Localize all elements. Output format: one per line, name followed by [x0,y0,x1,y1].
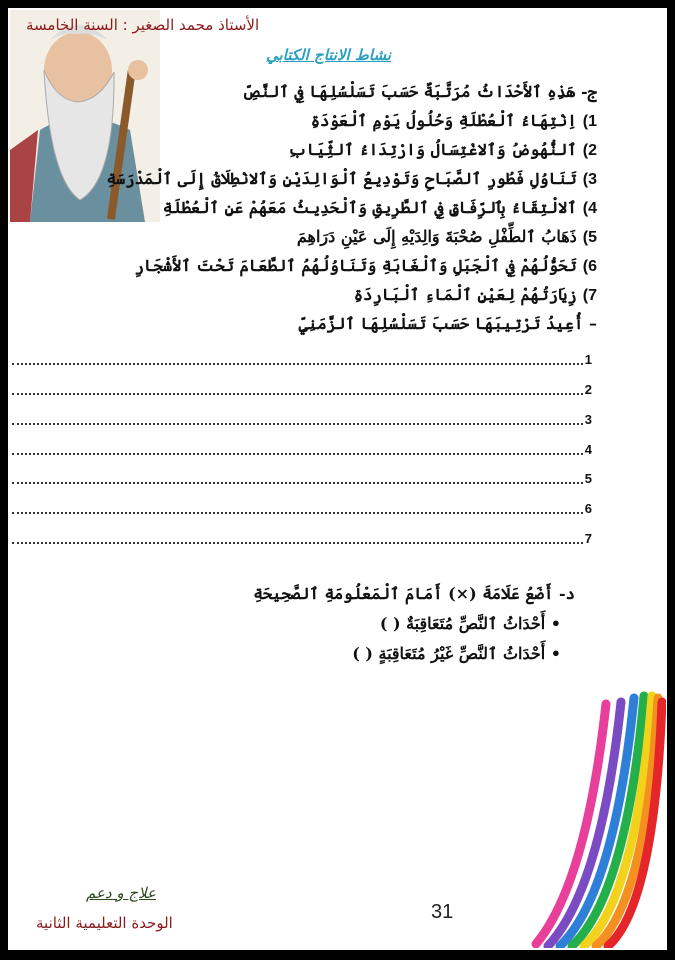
answer-line-2[interactable] [12,380,592,398]
item-text: اِنْتِهَاءُ ٱلْعُطْلَةِ وَحُلُولُ يَوْمِ ٱلْعَوْدَةِ [310,111,577,130]
answer-number: 1 [584,351,592,367]
event-item-3 [107,169,597,189]
item-number: 7) [582,287,597,304]
item-text: ذَهَابُ ٱلطِّفْلِ صُحْبَةَ وَالِدَيْهِ إِلَى عَيْنِ دَرَاهِمَ [296,227,577,246]
event-item-7 [354,285,597,305]
item-text: زِيَارَتُهُمْ لِعَيْنِ ٱلْمَاءِ ٱلْبَارِدَةِ [353,285,577,304]
answer-line-7[interactable] [12,529,592,547]
answer-number: 6 [584,500,592,516]
event-item-6 [135,256,597,276]
event-item-1 [311,111,597,131]
item-text: تَنَاوُلِ فَطُورِ ٱلصَّبَاحِ وَتَوْدِيعُ ٱلْوَالِدَيْنِ وَٱلانْطِلَاقُ إِلَى ٱلْمَدْرَسَةِ [106,169,577,188]
answer-number: 4 [584,441,592,457]
option-sequential[interactable]: • أَحْدَاثُ ٱلنَّصِّ مُتَعَاقِبَةٌ ( ) [379,614,561,633]
answer-line-6[interactable] [12,499,592,517]
section-c-heading: ج- هَذِهِ ٱلأَحْدَاثُ مُرَتَّبَةٌ حَسَبَ تَسَلْسُلِهَا فِي ٱلنَّصِّ [241,82,597,101]
section-d-heading: د- أَضَعُ عَلَامَةَ (×) أَمَامَ ٱلْمَعْلُومَةِ ٱلصَّحِيحَةِ [253,584,575,603]
item-number: 5) [582,229,597,246]
answer-line-1[interactable] [12,350,592,368]
item-text: تَحَوُّلُهُمْ فِي ٱلْجَبَلِ وَٱلْغَابَةِ وَتَنَاوُلُهُمُ ٱلطَّعَامَ تَحْتَ ٱلأَشْجَارِ [134,256,577,275]
footer-unit: الوحدة التعليمية الثانية [36,914,173,932]
answer-number: 7 [584,530,592,546]
item-text: ٱلالْتِقَاءُ بِٱلرِّفَاقِ فِي ٱلطَّرِيقِ وَٱلْحَدِيثُ مَعَهُمْ عَنِ ٱلْعُطْلَةِ [162,198,577,217]
event-item-2 [288,140,597,160]
event-item-5 [297,227,597,247]
answer-line-4[interactable] [12,440,592,458]
answer-number: 2 [584,381,592,397]
item-number: 3) [582,171,597,188]
teacher-header: الأستاذ محمد الصغير : السنة الخامسة [26,16,260,34]
answer-number: 3 [584,411,592,427]
item-number: 2) [582,142,597,159]
footer-label: علاج و دعم [86,884,156,902]
reorder-instruction: – أُعِيدُ تَرْتِيبَهَا حَسَبَ تَسَلْسُلِهَا ٱلزَّمَنِيِّ [298,314,597,333]
item-text: ٱلنُّهُوضُ وَٱلاغْتِسَالُ وَارْتِدَاءُ ٱلثِّيَابِ [288,140,577,159]
page-number: 31 [431,901,454,923]
event-item-4 [163,198,597,218]
answer-number: 5 [584,470,592,486]
item-number: 6) [582,258,597,275]
activity-title: نشاط الانتاج الكتابي [266,46,391,64]
answer-line-5[interactable] [12,469,592,487]
old-man-illustration [10,10,160,222]
option-not-sequential[interactable]: • أَحْدَاثُ ٱلنَّصِّ غَيْرُ مُتَعَاقِبَةٍ ( ) [352,644,561,663]
rainbow-decoration [526,684,666,948]
item-number: 1) [582,113,597,130]
answer-line-3[interactable] [12,410,592,428]
worksheet-page [8,8,667,950]
item-number: 4) [582,200,597,217]
